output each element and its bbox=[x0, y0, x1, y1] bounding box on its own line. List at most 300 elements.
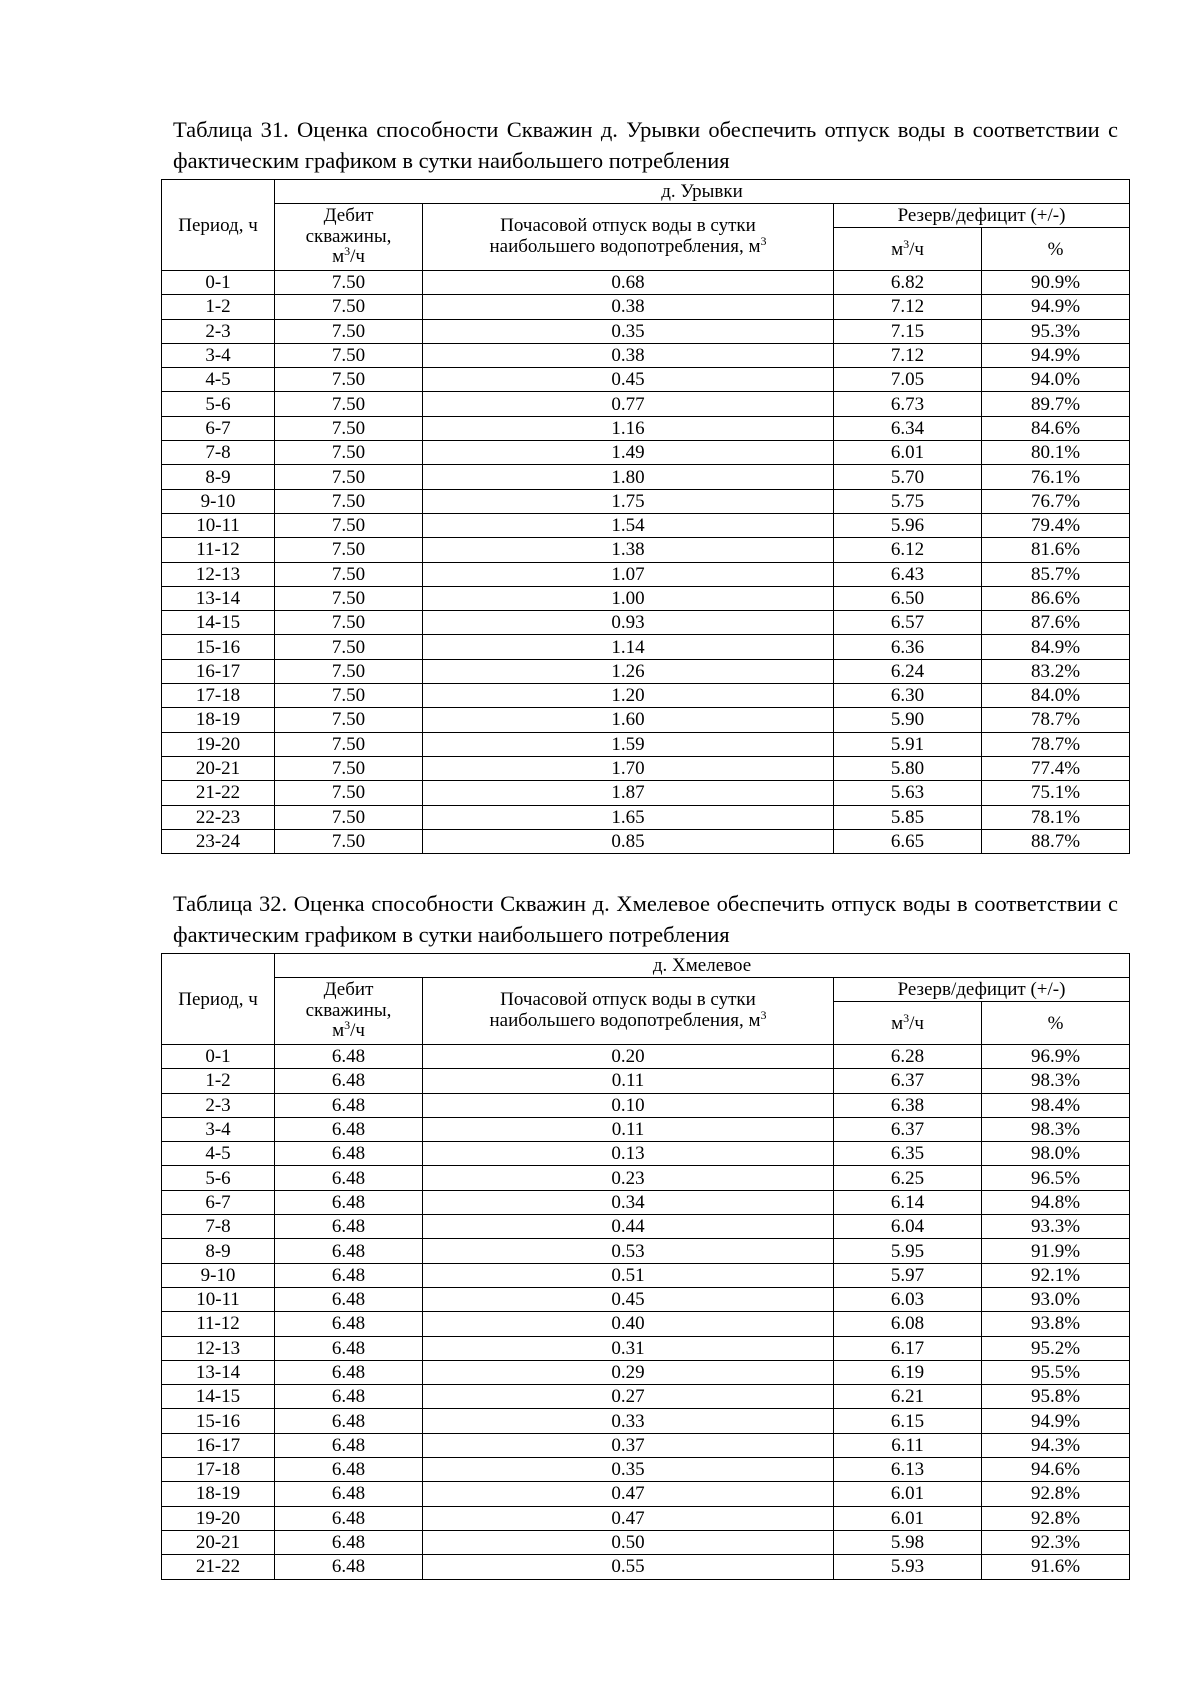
cell-percent: 92.8% bbox=[982, 1482, 1130, 1506]
table-31-body bbox=[162, 271, 1130, 854]
cell-period: 15-16 bbox=[162, 635, 275, 659]
table-row bbox=[162, 1190, 1130, 1214]
cell-reserve: 5.80 bbox=[834, 756, 982, 780]
cell-supply: 0.23 bbox=[423, 1166, 834, 1190]
cell-debit: 7.50 bbox=[275, 513, 423, 537]
cell-debit: 7.50 bbox=[275, 829, 423, 853]
header-period: Период, ч bbox=[162, 180, 275, 271]
cell-supply: 0.51 bbox=[423, 1263, 834, 1287]
cell-percent: 84.9% bbox=[982, 635, 1130, 659]
cell-debit: 6.48 bbox=[275, 1239, 423, 1263]
cell-debit: 6.48 bbox=[275, 1336, 423, 1360]
cell-percent: 91.6% bbox=[982, 1555, 1130, 1579]
cell-percent: 93.8% bbox=[982, 1312, 1130, 1336]
cell-reserve: 6.21 bbox=[834, 1385, 982, 1409]
header-reserve: Резерв/дефицит (+/-) bbox=[834, 978, 1130, 1002]
cell-reserve: 6.01 bbox=[834, 441, 982, 465]
cell-reserve: 6.37 bbox=[834, 1069, 982, 1093]
cell-debit: 7.50 bbox=[275, 343, 423, 367]
table-row bbox=[162, 1555, 1130, 1579]
cell-supply: 1.20 bbox=[423, 684, 834, 708]
cell-supply: 0.38 bbox=[423, 343, 834, 367]
table-row bbox=[162, 1045, 1130, 1069]
cell-period: 20-21 bbox=[162, 1530, 275, 1554]
cell-percent: 92.1% bbox=[982, 1263, 1130, 1287]
cell-debit: 7.50 bbox=[275, 708, 423, 732]
table-row bbox=[162, 805, 1130, 829]
cell-percent: 95.3% bbox=[982, 319, 1130, 343]
cell-reserve: 5.91 bbox=[834, 732, 982, 756]
cell-supply: 0.50 bbox=[423, 1530, 834, 1554]
table-31 bbox=[161, 179, 1130, 854]
header-supply-line1: Почасовой отпуск воды в сутки bbox=[500, 989, 756, 1011]
cell-supply: 1.07 bbox=[423, 562, 834, 586]
cell-debit: 7.50 bbox=[275, 635, 423, 659]
header-reserve-unit-base: м bbox=[891, 1012, 904, 1034]
cell-period: 14-15 bbox=[162, 611, 275, 635]
cell-debit: 6.48 bbox=[275, 1458, 423, 1482]
cell-debit: 7.50 bbox=[275, 659, 423, 683]
cell-period: 9-10 bbox=[162, 1263, 275, 1287]
cell-period: 7-8 bbox=[162, 1215, 275, 1239]
cell-percent: 98.0% bbox=[982, 1142, 1130, 1166]
cell-debit: 6.48 bbox=[275, 1360, 423, 1384]
header-location: д. Урывки bbox=[275, 180, 1130, 204]
table-row bbox=[162, 392, 1130, 416]
cell-percent: 92.8% bbox=[982, 1506, 1130, 1530]
cell-period: 15-16 bbox=[162, 1409, 275, 1433]
cell-debit: 7.50 bbox=[275, 465, 423, 489]
header-percent: % bbox=[982, 228, 1130, 271]
cell-percent: 96.5% bbox=[982, 1166, 1130, 1190]
cell-period: 16-17 bbox=[162, 1433, 275, 1457]
table-32 bbox=[161, 953, 1130, 1580]
cell-period: 11-12 bbox=[162, 538, 275, 562]
cell-supply: 0.27 bbox=[423, 1385, 834, 1409]
cell-supply: 1.70 bbox=[423, 756, 834, 780]
header-period: Период, ч bbox=[162, 954, 275, 1045]
table-row bbox=[162, 659, 1130, 683]
cell-period: 6-7 bbox=[162, 416, 275, 440]
cell-supply: 0.35 bbox=[423, 319, 834, 343]
cell-debit: 7.50 bbox=[275, 732, 423, 756]
cell-period: 5-6 bbox=[162, 392, 275, 416]
cell-period: 21-22 bbox=[162, 1555, 275, 1579]
cell-supply: 1.16 bbox=[423, 416, 834, 440]
cell-period: 19-20 bbox=[162, 1506, 275, 1530]
cell-debit: 6.48 bbox=[275, 1117, 423, 1141]
table-row bbox=[162, 271, 1130, 295]
cell-percent: 78.7% bbox=[982, 732, 1130, 756]
cell-reserve: 5.90 bbox=[834, 708, 982, 732]
cell-supply: 1.65 bbox=[423, 805, 834, 829]
cell-percent: 94.6% bbox=[982, 1458, 1130, 1482]
cell-debit: 6.48 bbox=[275, 1385, 423, 1409]
header-reserve-unit-rest: /ч bbox=[909, 1012, 924, 1034]
cell-percent: 93.3% bbox=[982, 1215, 1130, 1239]
cell-percent: 94.9% bbox=[982, 343, 1130, 367]
cell-percent: 98.3% bbox=[982, 1117, 1130, 1141]
cell-period: 23-24 bbox=[162, 829, 275, 853]
header-debit-unit-sup: 3 bbox=[344, 244, 351, 259]
cell-reserve: 6.28 bbox=[834, 1045, 982, 1069]
cell-period: 5-6 bbox=[162, 1166, 275, 1190]
cell-debit: 7.50 bbox=[275, 611, 423, 635]
cell-percent: 94.9% bbox=[982, 1409, 1130, 1433]
table-row bbox=[162, 1385, 1130, 1409]
cell-percent: 80.1% bbox=[982, 441, 1130, 465]
cell-period: 0-1 bbox=[162, 1045, 275, 1069]
cell-debit: 6.48 bbox=[275, 1093, 423, 1117]
cell-debit: 7.50 bbox=[275, 781, 423, 805]
table-row bbox=[162, 829, 1130, 853]
cell-reserve: 6.01 bbox=[834, 1506, 982, 1530]
cell-period: 17-18 bbox=[162, 684, 275, 708]
cell-period: 2-3 bbox=[162, 1093, 275, 1117]
cell-period: 11-12 bbox=[162, 1312, 275, 1336]
table-row bbox=[162, 1482, 1130, 1506]
cell-reserve: 5.93 bbox=[834, 1555, 982, 1579]
cell-period: 10-11 bbox=[162, 513, 275, 537]
cell-percent: 95.8% bbox=[982, 1385, 1130, 1409]
cell-reserve: 5.70 bbox=[834, 465, 982, 489]
cell-percent: 86.6% bbox=[982, 586, 1130, 610]
cell-percent: 81.6% bbox=[982, 538, 1130, 562]
header-reserve-unit bbox=[834, 1002, 982, 1045]
cell-period: 1-2 bbox=[162, 1069, 275, 1093]
cell-reserve: 5.75 bbox=[834, 489, 982, 513]
cell-percent: 96.9% bbox=[982, 1045, 1130, 1069]
cell-percent: 98.3% bbox=[982, 1069, 1130, 1093]
cell-period: 14-15 bbox=[162, 1385, 275, 1409]
cell-debit: 6.48 bbox=[275, 1215, 423, 1239]
cell-debit: 7.50 bbox=[275, 805, 423, 829]
table-row bbox=[162, 1263, 1130, 1287]
cell-period: 0-1 bbox=[162, 271, 275, 295]
cell-reserve: 6.12 bbox=[834, 538, 982, 562]
table-row bbox=[162, 1409, 1130, 1433]
table-row bbox=[162, 1093, 1130, 1117]
table-row bbox=[162, 441, 1130, 465]
cell-supply: 0.55 bbox=[423, 1555, 834, 1579]
table-row bbox=[162, 1239, 1130, 1263]
table-row bbox=[162, 416, 1130, 440]
table-row bbox=[162, 732, 1130, 756]
header-debit-line2: скважины, bbox=[305, 225, 392, 247]
table-row bbox=[162, 586, 1130, 610]
cell-period: 21-22 bbox=[162, 781, 275, 805]
table-row bbox=[162, 562, 1130, 586]
header-supply-unit-sup: 3 bbox=[760, 1008, 767, 1022]
table-row bbox=[162, 1069, 1130, 1093]
cell-supply: 1.49 bbox=[423, 441, 834, 465]
cell-reserve: 6.43 bbox=[834, 562, 982, 586]
cell-percent: 94.9% bbox=[982, 295, 1130, 319]
cell-reserve: 6.25 bbox=[834, 1166, 982, 1190]
header-reserve-unit-sup: 3 bbox=[903, 236, 910, 251]
cell-percent: 75.1% bbox=[982, 781, 1130, 805]
cell-percent: 92.3% bbox=[982, 1530, 1130, 1554]
cell-period: 13-14 bbox=[162, 1360, 275, 1384]
cell-reserve: 6.15 bbox=[834, 1409, 982, 1433]
cell-reserve: 6.73 bbox=[834, 392, 982, 416]
cell-period: 3-4 bbox=[162, 343, 275, 367]
cell-supply: 1.54 bbox=[423, 513, 834, 537]
cell-supply: 1.87 bbox=[423, 781, 834, 805]
cell-period: 17-18 bbox=[162, 1458, 275, 1482]
header-debit-unit-rest: /ч bbox=[350, 246, 365, 268]
cell-debit: 6.48 bbox=[275, 1045, 423, 1069]
cell-percent: 94.0% bbox=[982, 368, 1130, 392]
table-row bbox=[162, 1142, 1130, 1166]
cell-supply: 0.33 bbox=[423, 1409, 834, 1433]
header-supply-unit-sup: 3 bbox=[760, 234, 767, 248]
table-row bbox=[162, 538, 1130, 562]
table-row bbox=[162, 489, 1130, 513]
cell-supply: 0.38 bbox=[423, 295, 834, 319]
cell-period: 19-20 bbox=[162, 732, 275, 756]
cell-percent: 98.4% bbox=[982, 1093, 1130, 1117]
cell-supply: 0.20 bbox=[423, 1045, 834, 1069]
cell-period: 7-8 bbox=[162, 441, 275, 465]
cell-reserve: 6.38 bbox=[834, 1093, 982, 1117]
cell-supply: 0.10 bbox=[423, 1093, 834, 1117]
cell-supply: 0.47 bbox=[423, 1506, 834, 1530]
cell-percent: 93.0% bbox=[982, 1287, 1130, 1311]
cell-debit: 7.50 bbox=[275, 271, 423, 295]
cell-supply: 0.53 bbox=[423, 1239, 834, 1263]
cell-supply: 0.93 bbox=[423, 611, 834, 635]
cell-debit: 7.50 bbox=[275, 489, 423, 513]
cell-supply: 0.37 bbox=[423, 1433, 834, 1457]
header-location: д. Хмелевое bbox=[275, 954, 1130, 978]
cell-percent: 95.2% bbox=[982, 1336, 1130, 1360]
cell-period: 12-13 bbox=[162, 1336, 275, 1360]
header-reserve-unit bbox=[834, 228, 982, 271]
cell-period: 22-23 bbox=[162, 805, 275, 829]
cell-reserve: 7.15 bbox=[834, 319, 982, 343]
table-32-body bbox=[162, 1045, 1130, 1580]
cell-percent: 90.9% bbox=[982, 271, 1130, 295]
cell-period: 18-19 bbox=[162, 708, 275, 732]
cell-supply: 0.40 bbox=[423, 1312, 834, 1336]
cell-supply: 1.14 bbox=[423, 635, 834, 659]
cell-percent: 95.5% bbox=[982, 1360, 1130, 1384]
cell-debit: 7.50 bbox=[275, 441, 423, 465]
cell-percent: 83.2% bbox=[982, 659, 1130, 683]
cell-period: 16-17 bbox=[162, 659, 275, 683]
cell-percent: 84.0% bbox=[982, 684, 1130, 708]
cell-debit: 6.48 bbox=[275, 1409, 423, 1433]
cell-period: 18-19 bbox=[162, 1482, 275, 1506]
table-row bbox=[162, 611, 1130, 635]
cell-supply: 0.45 bbox=[423, 1287, 834, 1311]
cell-reserve: 7.05 bbox=[834, 368, 982, 392]
header-debit-line1: Дебит bbox=[323, 205, 374, 227]
cell-reserve: 6.24 bbox=[834, 659, 982, 683]
cell-supply: 1.38 bbox=[423, 538, 834, 562]
cell-period: 3-4 bbox=[162, 1117, 275, 1141]
table-row bbox=[162, 781, 1130, 805]
table-row bbox=[162, 756, 1130, 780]
table-row bbox=[162, 465, 1130, 489]
cell-period: 2-3 bbox=[162, 319, 275, 343]
cell-percent: 94.8% bbox=[982, 1190, 1130, 1214]
cell-percent: 85.7% bbox=[982, 562, 1130, 586]
table-row bbox=[162, 368, 1130, 392]
table-row bbox=[162, 684, 1130, 708]
cell-supply: 0.34 bbox=[423, 1190, 834, 1214]
cell-supply: 1.00 bbox=[423, 586, 834, 610]
table-row bbox=[162, 1166, 1130, 1190]
cell-period: 1-2 bbox=[162, 295, 275, 319]
cell-percent: 94.3% bbox=[982, 1433, 1130, 1457]
cell-period: 4-5 bbox=[162, 368, 275, 392]
cell-period: 13-14 bbox=[162, 586, 275, 610]
cell-debit: 6.48 bbox=[275, 1555, 423, 1579]
header-reserve-unit-rest: /ч bbox=[909, 238, 924, 260]
table-row bbox=[162, 1530, 1130, 1554]
header-debit-unit-sup: 3 bbox=[344, 1018, 351, 1033]
cell-period: 8-9 bbox=[162, 1239, 275, 1263]
cell-debit: 7.50 bbox=[275, 684, 423, 708]
header-debit-line2: скважины, bbox=[305, 999, 392, 1021]
table-row bbox=[162, 1360, 1130, 1384]
cell-supply: 0.45 bbox=[423, 368, 834, 392]
table-row bbox=[162, 1506, 1130, 1530]
cell-debit: 7.50 bbox=[275, 416, 423, 440]
cell-debit: 7.50 bbox=[275, 295, 423, 319]
cell-supply: 0.29 bbox=[423, 1360, 834, 1384]
cell-debit: 6.48 bbox=[275, 1142, 423, 1166]
cell-supply: 0.11 bbox=[423, 1069, 834, 1093]
cell-reserve: 7.12 bbox=[834, 343, 982, 367]
cell-reserve: 6.03 bbox=[834, 1287, 982, 1311]
cell-percent: 89.7% bbox=[982, 392, 1130, 416]
table-row bbox=[162, 1433, 1130, 1457]
cell-debit: 6.48 bbox=[275, 1166, 423, 1190]
cell-debit: 6.48 bbox=[275, 1190, 423, 1214]
cell-percent: 76.7% bbox=[982, 489, 1130, 513]
cell-debit: 7.50 bbox=[275, 586, 423, 610]
cell-reserve: 5.85 bbox=[834, 805, 982, 829]
cell-reserve: 6.04 bbox=[834, 1215, 982, 1239]
cell-reserve: 6.17 bbox=[834, 1336, 982, 1360]
cell-debit: 6.48 bbox=[275, 1312, 423, 1336]
cell-period: 8-9 bbox=[162, 465, 275, 489]
header-supply-line1: Почасовой отпуск воды в сутки bbox=[500, 215, 756, 237]
cell-debit: 7.50 bbox=[275, 538, 423, 562]
cell-period: 10-11 bbox=[162, 1287, 275, 1311]
table-row bbox=[162, 343, 1130, 367]
cell-debit: 7.50 bbox=[275, 562, 423, 586]
cell-supply: 0.11 bbox=[423, 1117, 834, 1141]
header-debit-unit-base: м bbox=[332, 1020, 345, 1042]
table-row bbox=[162, 1117, 1130, 1141]
table-row bbox=[162, 635, 1130, 659]
cell-reserve: 5.98 bbox=[834, 1530, 982, 1554]
cell-reserve: 6.14 bbox=[834, 1190, 982, 1214]
header-debit-unit-rest: /ч bbox=[350, 1020, 365, 1042]
cell-period: 4-5 bbox=[162, 1142, 275, 1166]
cell-period: 9-10 bbox=[162, 489, 275, 513]
header-percent: % bbox=[982, 1002, 1130, 1045]
header-debit-unit-base: м bbox=[332, 246, 345, 268]
cell-supply: 0.77 bbox=[423, 392, 834, 416]
cell-debit: 6.48 bbox=[275, 1433, 423, 1457]
table-row bbox=[162, 295, 1130, 319]
cell-debit: 6.48 bbox=[275, 1482, 423, 1506]
header-debit bbox=[275, 978, 423, 1045]
cell-supply: 0.85 bbox=[423, 829, 834, 853]
cell-reserve: 6.50 bbox=[834, 586, 982, 610]
cell-reserve: 7.12 bbox=[834, 295, 982, 319]
cell-reserve: 5.97 bbox=[834, 1263, 982, 1287]
cell-reserve: 6.37 bbox=[834, 1117, 982, 1141]
cell-reserve: 6.36 bbox=[834, 635, 982, 659]
cell-debit: 6.48 bbox=[275, 1263, 423, 1287]
header-supply-line2: наибольшего водопотребления, м bbox=[489, 236, 761, 257]
cell-debit: 6.48 bbox=[275, 1069, 423, 1093]
cell-reserve: 6.30 bbox=[834, 684, 982, 708]
cell-debit: 6.48 bbox=[275, 1506, 423, 1530]
cell-period: 12-13 bbox=[162, 562, 275, 586]
table-31-caption: Таблица 31. Оценка способности Скважин д. Урывки обеспечить отпуск воды в соответствии с фактическим графиком в сутки наибольшего потребления bbox=[173, 117, 1118, 173]
cell-reserve: 6.57 bbox=[834, 611, 982, 635]
cell-reserve: 5.63 bbox=[834, 781, 982, 805]
cell-supply: 1.59 bbox=[423, 732, 834, 756]
cell-reserve: 6.65 bbox=[834, 829, 982, 853]
table-32-caption: Таблица 32. Оценка способности Скважин д. Хмелевое обеспечить отпуск воды в соответствии с фактическим графиком в сутки наибольшего потребления bbox=[173, 891, 1118, 947]
table-row bbox=[162, 319, 1130, 343]
cell-supply: 0.68 bbox=[423, 271, 834, 295]
table-row bbox=[162, 513, 1130, 537]
cell-period: 6-7 bbox=[162, 1190, 275, 1214]
cell-reserve: 6.01 bbox=[834, 1482, 982, 1506]
cell-supply: 0.35 bbox=[423, 1458, 834, 1482]
cell-supply: 0.13 bbox=[423, 1142, 834, 1166]
table-row bbox=[162, 1215, 1130, 1239]
table-row bbox=[162, 708, 1130, 732]
cell-reserve: 6.34 bbox=[834, 416, 982, 440]
cell-reserve: 5.96 bbox=[834, 513, 982, 537]
cell-reserve: 5.95 bbox=[834, 1239, 982, 1263]
cell-supply: 1.80 bbox=[423, 465, 834, 489]
header-reserve: Резерв/дефицит (+/-) bbox=[834, 204, 1130, 228]
table-row bbox=[162, 1287, 1130, 1311]
cell-percent: 87.6% bbox=[982, 611, 1130, 635]
header-debit bbox=[275, 204, 423, 271]
cell-debit: 6.48 bbox=[275, 1287, 423, 1311]
cell-reserve: 6.82 bbox=[834, 271, 982, 295]
cell-supply: 1.60 bbox=[423, 708, 834, 732]
header-supply-line2: наибольшего водопотребления, м bbox=[489, 1010, 761, 1031]
header-reserve-unit-sup: 3 bbox=[903, 1010, 910, 1025]
cell-percent: 76.1% bbox=[982, 465, 1130, 489]
cell-debit: 7.50 bbox=[275, 756, 423, 780]
cell-percent: 91.9% bbox=[982, 1239, 1130, 1263]
cell-debit: 7.50 bbox=[275, 368, 423, 392]
cell-debit: 7.50 bbox=[275, 392, 423, 416]
cell-supply: 1.75 bbox=[423, 489, 834, 513]
cell-period: 20-21 bbox=[162, 756, 275, 780]
cell-reserve: 6.35 bbox=[834, 1142, 982, 1166]
cell-debit: 6.48 bbox=[275, 1530, 423, 1554]
cell-reserve: 6.13 bbox=[834, 1458, 982, 1482]
table-row bbox=[162, 1458, 1130, 1482]
cell-supply: 1.26 bbox=[423, 659, 834, 683]
header-reserve-unit-base: м bbox=[891, 238, 904, 260]
